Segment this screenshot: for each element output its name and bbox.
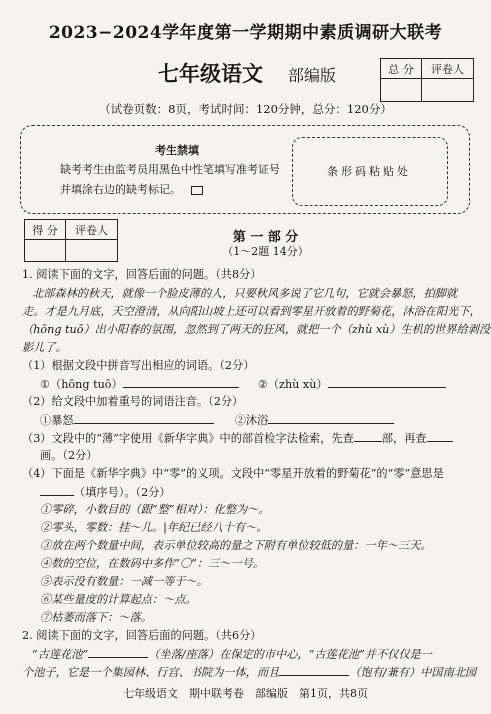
total-grader-label: 评卷人 bbox=[422, 59, 474, 79]
page-footer: 七年级语文 期中联考卷 部编版 第1页，共8页 bbox=[123, 687, 368, 700]
q1-def-5: ⑤表示没有数量：一减一等于～。 bbox=[40, 575, 208, 588]
part-score-label: 得 分 bbox=[25, 220, 66, 240]
q1-sub3-end: 画。（2分） bbox=[40, 449, 98, 462]
q1-sub4-text: （填序号）。（2分） bbox=[74, 486, 171, 499]
q1-def-6: ⑥某些量度的计算起点：～点。 bbox=[40, 593, 197, 606]
q1-sub4: （4）下面是《新华字典》中“零”的义项。文段中“零星开放着的野菊花”的“零”意思是 bbox=[22, 467, 444, 480]
q1-sub3-row bbox=[22, 431, 453, 446]
q1-def-2: ②零头，零数：挂～儿。|年纪已经八十有～。 bbox=[40, 521, 268, 534]
q1-sub3-text: （3）文段中的“薄”字使用《新华字典》中的部首检字法检索，先查 bbox=[22, 432, 354, 445]
q1-sub1-a-label: ①（hōng tuō） bbox=[40, 378, 123, 391]
q1-sub1: （1）根据文段中拼音写出相应的词语。（2分） bbox=[22, 359, 255, 372]
q1-passage-line-1: 北部森林的秋天，就像一个脸皮薄的人，只要秋风多说了它几句，它就会暴怒，拍脚就 bbox=[32, 287, 458, 300]
q2-p1-b: （坐落/座落）在保定的市中心，“古莲花池”并不仅仅是一 bbox=[148, 648, 432, 661]
q1-passage-line-2: 走。才是九月底，天空澄清，从向阳山坡上还可以看到零星开放着的野菊花，沐浴在阳光下， bbox=[22, 305, 481, 318]
q1-sub4-row bbox=[40, 485, 171, 500]
q1-passage-line-3: （hōng tuō）出小阳春的氛围，忽然到了两天的狂风，就把一个（zhù xù）生机的世界给剥没 bbox=[22, 323, 491, 336]
q1-def-7: ⑦枯萎而落下：～落。 bbox=[40, 611, 152, 624]
total-score-label: 总 分 bbox=[381, 59, 422, 79]
total-score-box bbox=[380, 58, 474, 102]
absence-mark-checkbox[interactable] bbox=[191, 186, 203, 195]
notice-line-2-text: 并填涂右边的缺考标记。 bbox=[60, 183, 181, 196]
q2-word-blank-1[interactable] bbox=[88, 647, 148, 658]
q1-sub3-text-b: 部，再查 bbox=[381, 432, 427, 445]
q1-def-4: ④数的空位，在数码中多作“〇”：三～一号。 bbox=[40, 557, 265, 570]
q2-p2-b: （饱有/兼有）中国南北园 bbox=[349, 666, 477, 679]
exam-title: 2023−2024学年度第一学期期中素质调研大联考 bbox=[48, 23, 443, 43]
q2-p1-a: “古莲花池” bbox=[32, 648, 89, 661]
q1-def-3: ③放在两个数量中间，表示单位较高的量之下附有单位较低的量：一年～三天。 bbox=[40, 539, 432, 552]
part-title: 第 一 部 分 bbox=[232, 230, 299, 245]
q1-sub3-stroke-blank[interactable] bbox=[427, 431, 453, 442]
q1-sub2-b-blank[interactable] bbox=[268, 413, 394, 424]
grade-subject: 七年级语文 bbox=[158, 61, 263, 86]
q1-sub2-a-blank[interactable] bbox=[74, 413, 214, 424]
total-score-cell[interactable] bbox=[381, 79, 422, 102]
notice-title: 考生禁填 bbox=[155, 144, 199, 157]
notice-line-1: 缺考考生由监考员用黑色中性笔填写准考证号 bbox=[60, 163, 280, 176]
q1-sub2-b-label: ②沐浴 bbox=[234, 414, 269, 427]
q2-passage-line-1 bbox=[32, 647, 432, 662]
exam-info: （试卷页数：8页，考试时间：120分钟，总分：120分） bbox=[99, 102, 392, 116]
q1-stem: 1. 阅读下面的文字，回答后面的问题。（共8分） bbox=[22, 268, 262, 281]
total-grader-cell[interactable] bbox=[422, 79, 474, 102]
part-range: （1～2题 14分） bbox=[222, 245, 309, 258]
q1-sub1-row bbox=[40, 377, 446, 392]
q2-p2-a: 个池子，它是一个集园林、行宫、书院为一体，而且 bbox=[22, 666, 280, 679]
edition-label: 部编版 bbox=[288, 66, 337, 85]
q2-stem: 2. 阅读下面的文字，回答后面的问题。（共6分） bbox=[22, 629, 262, 642]
q1-sub2-a-label: ①暴怒 bbox=[40, 414, 74, 427]
q1-def-1: ①零碎，小数目的（跟“整”相对）：化整为～。 bbox=[40, 503, 270, 516]
q1-sub1-a-blank[interactable] bbox=[123, 377, 239, 388]
q1-sub3-radical-blank[interactable] bbox=[354, 431, 382, 442]
q1-sub4-blank[interactable] bbox=[40, 485, 74, 496]
q1-sub2: （2）给文段中加着重号的词语注音。（2分） bbox=[22, 395, 244, 408]
notice-line-2 bbox=[60, 181, 203, 197]
q2-word-blank-2[interactable] bbox=[279, 665, 349, 676]
q1-passage-line-4: 影儿了。 bbox=[22, 341, 67, 354]
q1-sub1-b-blank[interactable] bbox=[328, 377, 446, 388]
part-grader-label: 评卷人 bbox=[66, 220, 118, 240]
q1-sub1-b-label: ②（zhù xù） bbox=[257, 378, 328, 391]
q1-sub2-row bbox=[40, 413, 394, 428]
barcode-label: 条形码粘贴处 bbox=[327, 165, 411, 178]
q2-passage-line-2 bbox=[22, 665, 476, 680]
